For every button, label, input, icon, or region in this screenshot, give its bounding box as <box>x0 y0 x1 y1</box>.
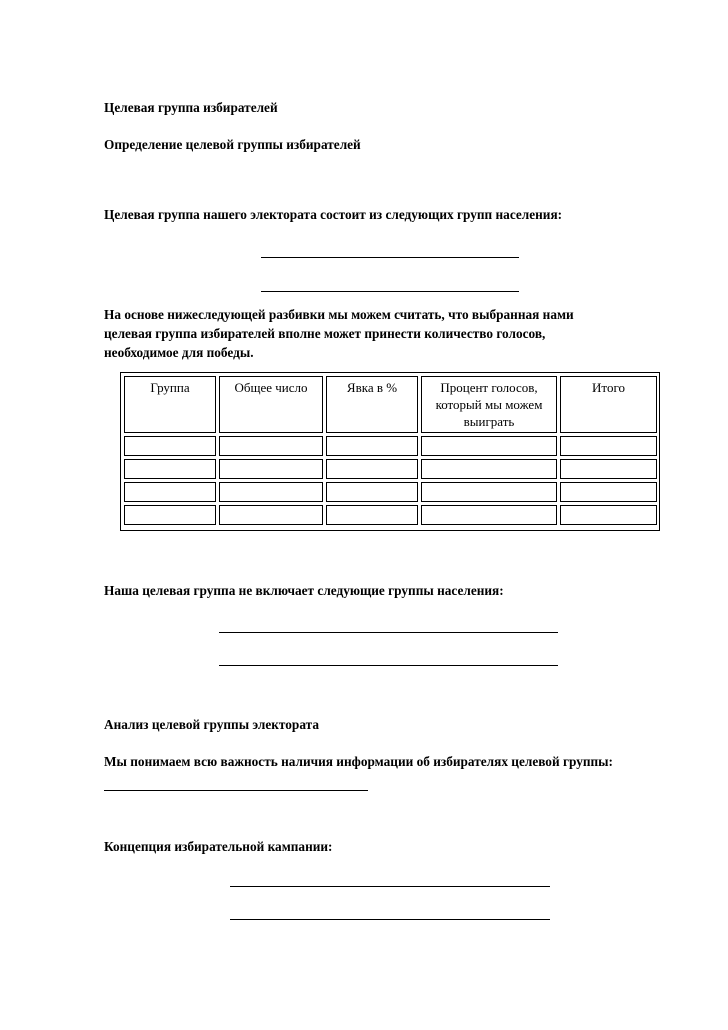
table-cell[interactable] <box>124 436 216 456</box>
importance-text: Мы понимаем всю важность наличия информации об избирателях целевой группы: <box>104 754 613 769</box>
includes-groups-text: Целевая группа нашего электората состоит из следующих групп населения: <box>104 207 563 222</box>
breakdown-line-1: На основе нижеследующей разбивки мы можем считать, что выбранная нами <box>104 307 574 322</box>
fill-in-line[interactable] <box>230 886 550 887</box>
table-cell[interactable] <box>219 459 323 479</box>
breakdown-line-2: целевая группа избирателей вполне может принести количество голосов, <box>104 326 546 341</box>
table-row <box>124 459 657 479</box>
table-cell[interactable] <box>326 436 418 456</box>
table-cell[interactable] <box>560 459 657 479</box>
table-cell[interactable] <box>124 482 216 502</box>
column-header-total: Итого <box>560 376 657 433</box>
section-title-target-group: Целевая группа избирателей <box>104 100 278 115</box>
table-cell[interactable] <box>124 459 216 479</box>
fill-in-line[interactable] <box>104 790 368 791</box>
fill-in-line[interactable] <box>230 919 550 920</box>
table-cell[interactable] <box>560 436 657 456</box>
table-cell[interactable] <box>326 459 418 479</box>
table-cell[interactable] <box>421 459 557 479</box>
table-cell[interactable] <box>421 482 557 502</box>
column-header-turnout: Явка в % <box>326 376 418 433</box>
table-cell[interactable] <box>421 436 557 456</box>
table-cell[interactable] <box>124 505 216 525</box>
column-header-group: Группа <box>124 376 216 433</box>
table-cell[interactable] <box>560 505 657 525</box>
section-title-concept: Концепция избирательной кампании: <box>104 839 333 854</box>
table-cell[interactable] <box>219 436 323 456</box>
voter-breakdown-table <box>121 373 660 528</box>
table-cell[interactable] <box>326 505 418 525</box>
fill-in-line[interactable] <box>219 632 558 633</box>
table-row <box>124 482 657 502</box>
table-row <box>124 505 657 525</box>
breakdown-line-3: необходимое для победы. <box>104 345 254 360</box>
column-header-total-count: Общее число <box>219 376 323 433</box>
table-cell[interactable] <box>326 482 418 502</box>
table-cell[interactable] <box>421 505 557 525</box>
voter-breakdown-table-frame <box>120 372 660 531</box>
fill-in-line[interactable] <box>261 257 519 258</box>
table-cell[interactable] <box>219 505 323 525</box>
table-cell[interactable] <box>560 482 657 502</box>
fill-in-line[interactable] <box>219 665 558 666</box>
table-row <box>124 436 657 456</box>
fill-in-line[interactable] <box>261 291 519 292</box>
section-title-analysis: Анализ целевой группы электората <box>104 717 319 732</box>
column-header-vote-percent: Процент голосов, который мы можем выиграть <box>421 376 557 433</box>
excludes-groups-text: Наша целевая группа не включает следующие группы населения: <box>104 583 504 598</box>
table-cell[interactable] <box>219 482 323 502</box>
section-title-definition: Определение целевой группы избирателей <box>104 137 361 152</box>
